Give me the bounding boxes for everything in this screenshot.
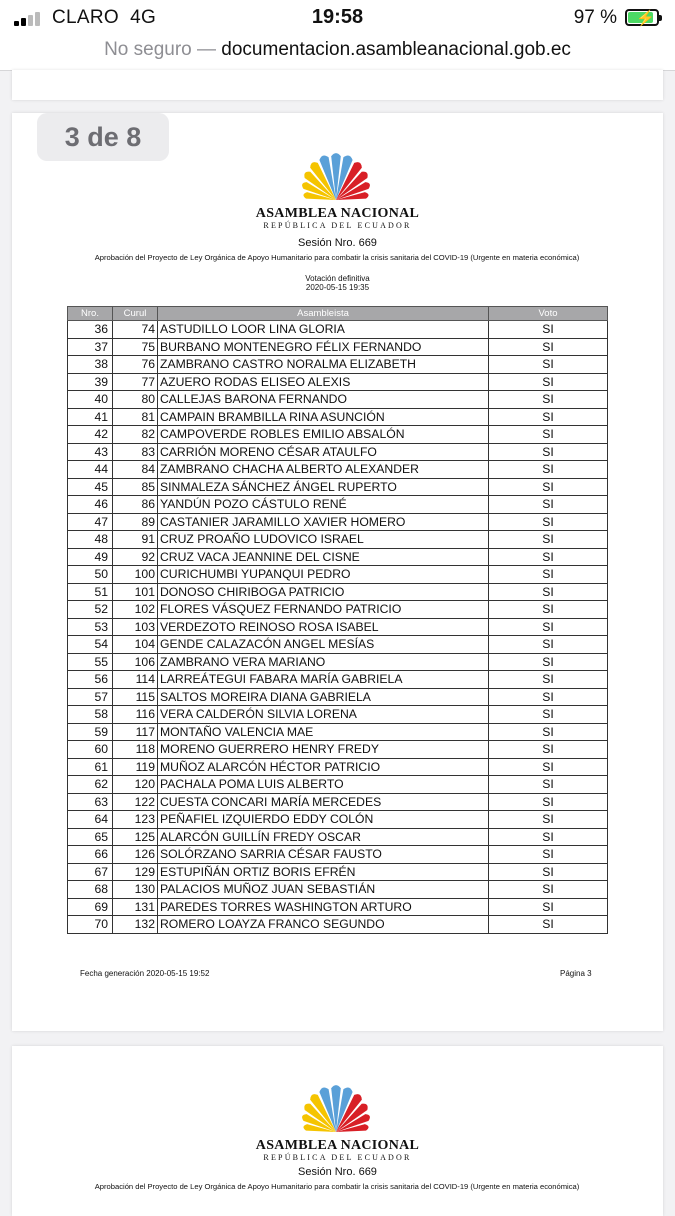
row-voto: SI — [489, 776, 608, 794]
status-time: 19:58 — [311, 6, 364, 28]
table-row — [68, 443, 608, 461]
row-asambleista: VERDEZOTO REINOSO ROSA ISABEL — [158, 618, 489, 636]
row-voto: SI — [489, 723, 608, 741]
row-voto: SI — [489, 496, 608, 514]
row-curul: 100 — [113, 566, 158, 584]
row-asambleista: CURICHUMBI YUPANQUI PEDRO — [158, 566, 489, 584]
column-header-curul: Curul — [113, 307, 158, 321]
vote-datetime: 2020-05-15 19:35 — [305, 283, 370, 292]
row-voto: SI — [489, 898, 608, 916]
table-row — [68, 706, 608, 724]
session-description: Aprobación del Proyecto de Ley Orgánica de Apoyo Humanitario para combatir la crisis sanitaria del COVID-19 (Urgente en materia económica) — [94, 1182, 580, 1191]
row-voto: SI — [489, 916, 608, 934]
row-asambleista: CRUZ VACA JEANNINE DEL CISNE — [158, 548, 489, 566]
battery-percent: 97 % — [573, 7, 617, 28]
row-nro: 70 — [68, 916, 113, 934]
row-nro: 61 — [68, 758, 113, 776]
row-curul: 86 — [113, 496, 158, 514]
row-asambleista: PALACIOS MUÑOZ JUAN SEBASTIÁN — [158, 881, 489, 899]
table-row — [68, 461, 608, 479]
row-asambleista: CRUZ PROAÑO LUDOVICO ISRAEL — [158, 531, 489, 549]
row-curul: 92 — [113, 548, 158, 566]
row-nro: 59 — [68, 723, 113, 741]
row-curul: 130 — [113, 881, 158, 899]
row-nro: 57 — [68, 688, 113, 706]
row-asambleista: ALARCÓN GUILLÍN FREDY OSCAR — [158, 828, 489, 846]
session-title: Sesión Nro. 669 — [298, 1166, 377, 1178]
row-asambleista: LARREÁTEGUI FABARA MARÍA GABRIELA — [158, 671, 489, 689]
table-row — [68, 426, 608, 444]
institution-name: ASAMBLEA NACIONAL — [255, 206, 420, 221]
table-row — [68, 496, 608, 514]
row-curul: 114 — [113, 671, 158, 689]
row-curul: 132 — [113, 916, 158, 934]
generation-date: Fecha generación 2020-05-15 19:52 — [80, 969, 210, 978]
row-nro: 43 — [68, 443, 113, 461]
row-voto: SI — [489, 478, 608, 496]
row-nro: 42 — [68, 426, 113, 444]
table-row — [68, 881, 608, 899]
row-asambleista: CARRIÓN MORENO CÉSAR ATAULFO — [158, 443, 489, 461]
row-nro: 40 — [68, 391, 113, 409]
row-asambleista: AZUERO RODAS ELISEO ALEXIS — [158, 373, 489, 391]
row-voto: SI — [489, 653, 608, 671]
table-row — [68, 531, 608, 549]
row-curul: 118 — [113, 741, 158, 759]
row-curul: 123 — [113, 811, 158, 829]
url-separator: — — [191, 39, 222, 60]
row-nro: 36 — [68, 321, 113, 339]
column-header-asambleista: Asambleista — [158, 307, 489, 321]
asamblea-logo-icon — [276, 142, 396, 202]
row-nro: 67 — [68, 863, 113, 881]
row-asambleista: BURBANO MONTENEGRO FÉLIX FERNANDO — [158, 338, 489, 356]
row-asambleista: CAMPAIN BRAMBILLA RINA ASUNCIÓN — [158, 408, 489, 426]
row-nro: 53 — [68, 618, 113, 636]
row-nro: 38 — [68, 356, 113, 374]
row-asambleista: SINMALEZA SÁNCHEZ ÁNGEL RUPERTO — [158, 478, 489, 496]
row-nro: 49 — [68, 548, 113, 566]
row-nro: 48 — [68, 531, 113, 549]
row-nro: 39 — [68, 373, 113, 391]
row-asambleista: CAMPOVERDE ROBLES EMILIO ABSALÓN — [158, 426, 489, 444]
row-nro: 58 — [68, 706, 113, 724]
row-curul: 129 — [113, 863, 158, 881]
status-bar — [0, 0, 675, 36]
row-curul: 80 — [113, 391, 158, 409]
row-asambleista: SOLÓRZANO SARRIA CÉSAR FAUSTO — [158, 846, 489, 864]
row-asambleista: ZAMBRANO CASTRO NORALMA ELIZABETH — [158, 356, 489, 374]
table-row — [68, 513, 608, 531]
row-asambleista: MUÑOZ ALARCÓN HÉCTOR PATRICIO — [158, 758, 489, 776]
row-voto: SI — [489, 391, 608, 409]
row-curul: 115 — [113, 688, 158, 706]
row-asambleista: CASTANIER JARAMILLO XAVIER HOMERO — [158, 513, 489, 531]
row-voto: SI — [489, 408, 608, 426]
table-row — [68, 811, 608, 829]
row-curul: 81 — [113, 408, 158, 426]
pdf-page-previous[interactable] — [12, 70, 663, 100]
row-voto: SI — [489, 321, 608, 339]
row-curul: 116 — [113, 706, 158, 724]
row-curul: 85 — [113, 478, 158, 496]
row-asambleista: ZAMBRANO CHACHA ALBERTO ALEXANDER — [158, 461, 489, 479]
table-header-row — [68, 307, 608, 321]
row-curul: 74 — [113, 321, 158, 339]
table-row — [68, 321, 608, 339]
row-asambleista: ROMERO LOAYZA FRANCO SEGUNDO — [158, 916, 489, 934]
table-row — [68, 373, 608, 391]
row-asambleista: VERA CALDERÓN SILVIA LORENA — [158, 706, 489, 724]
row-voto: SI — [489, 881, 608, 899]
row-curul: 106 — [113, 653, 158, 671]
table-row — [68, 408, 608, 426]
session-title: Sesión Nro. 669 — [298, 237, 377, 249]
vote-type: Votación definitiva — [305, 274, 370, 283]
row-curul: 91 — [113, 531, 158, 549]
row-voto: SI — [489, 811, 608, 829]
table-row — [68, 828, 608, 846]
row-curul: 77 — [113, 373, 158, 391]
row-voto: SI — [489, 758, 608, 776]
network-label: 4G — [130, 7, 157, 28]
row-curul: 76 — [113, 356, 158, 374]
row-voto: SI — [489, 338, 608, 356]
table-row — [68, 758, 608, 776]
battery-icon: ⚡ — [625, 9, 659, 26]
table-row — [68, 916, 608, 934]
row-voto: SI — [489, 671, 608, 689]
table-row — [68, 723, 608, 741]
table-row — [68, 863, 608, 881]
table-row — [68, 898, 608, 916]
row-nro: 47 — [68, 513, 113, 531]
table-row — [68, 601, 608, 619]
row-curul: 103 — [113, 618, 158, 636]
table-row — [68, 776, 608, 794]
row-asambleista: CUESTA CONCARI MARÍA MERCEDES — [158, 793, 489, 811]
row-voto: SI — [489, 426, 608, 444]
vote-table — [67, 306, 608, 934]
table-row — [68, 741, 608, 759]
row-asambleista: PEÑAFIEL IZQUIERDO EDDY COLÓN — [158, 811, 489, 829]
row-voto: SI — [489, 566, 608, 584]
table-row — [68, 338, 608, 356]
row-curul: 126 — [113, 846, 158, 864]
row-voto: SI — [489, 373, 608, 391]
row-voto: SI — [489, 513, 608, 531]
row-nro: 64 — [68, 811, 113, 829]
row-voto: SI — [489, 828, 608, 846]
row-curul: 89 — [113, 513, 158, 531]
institution-subtitle: REPÚBLICA DEL ECUADOR — [263, 221, 412, 230]
row-nro: 55 — [68, 653, 113, 671]
row-asambleista: ASTUDILLO LOOR LINA GLORIA — [158, 321, 489, 339]
table-row — [68, 618, 608, 636]
row-nro: 63 — [68, 793, 113, 811]
asamblea-logo-icon — [276, 1074, 396, 1134]
session-description: Aprobación del Proyecto de Ley Orgánica de Apoyo Humanitario para combatir la crisis sanitaria del COVID-19 (Urgente en materia económica) — [94, 253, 580, 262]
table-row — [68, 793, 608, 811]
row-nro: 68 — [68, 881, 113, 899]
row-voto: SI — [489, 688, 608, 706]
row-nro: 66 — [68, 846, 113, 864]
column-header-nro: Nro. — [68, 307, 113, 321]
row-nro: 50 — [68, 566, 113, 584]
url-domain: documentacion.asambleanacional.gob.ec — [221, 39, 571, 60]
row-voto: SI — [489, 741, 608, 759]
row-voto: SI — [489, 636, 608, 654]
row-curul: 75 — [113, 338, 158, 356]
row-nro: 44 — [68, 461, 113, 479]
table-row — [68, 671, 608, 689]
row-nro: 52 — [68, 601, 113, 619]
row-asambleista: ZAMBRANO VERA MARIANO — [158, 653, 489, 671]
row-voto: SI — [489, 443, 608, 461]
row-voto: SI — [489, 706, 608, 724]
row-curul: 84 — [113, 461, 158, 479]
row-nro: 62 — [68, 776, 113, 794]
row-curul: 131 — [113, 898, 158, 916]
row-asambleista: ESTUPIÑÁN ORTIZ BORIS EFRÉN — [158, 863, 489, 881]
row-nro: 37 — [68, 338, 113, 356]
table-row — [68, 636, 608, 654]
row-asambleista: MONTAÑO VALENCIA MAE — [158, 723, 489, 741]
row-asambleista: DONOSO CHIRIBOGA PATRICIO — [158, 583, 489, 601]
institution-subtitle: REPÚBLICA DEL ECUADOR — [263, 1153, 412, 1162]
row-nro: 41 — [68, 408, 113, 426]
row-curul: 125 — [113, 828, 158, 846]
row-curul: 83 — [113, 443, 158, 461]
row-nro: 54 — [68, 636, 113, 654]
table-row — [68, 566, 608, 584]
table-row — [68, 846, 608, 864]
row-nro: 69 — [68, 898, 113, 916]
address-bar[interactable] — [0, 36, 675, 71]
row-voto: SI — [489, 846, 608, 864]
row-curul: 104 — [113, 636, 158, 654]
row-nro: 56 — [68, 671, 113, 689]
row-asambleista: MORENO GUERRERO HENRY FREDY — [158, 741, 489, 759]
row-asambleista: SALTOS MOREIRA DIANA GABRIELA — [158, 688, 489, 706]
page-number: Página 3 — [560, 969, 592, 978]
row-curul: 122 — [113, 793, 158, 811]
row-voto: SI — [489, 618, 608, 636]
row-curul: 120 — [113, 776, 158, 794]
table-row — [68, 356, 608, 374]
row-curul: 119 — [113, 758, 158, 776]
row-nro: 60 — [68, 741, 113, 759]
row-nro: 65 — [68, 828, 113, 846]
row-voto: SI — [489, 863, 608, 881]
table-row — [68, 688, 608, 706]
row-nro: 45 — [68, 478, 113, 496]
table-row — [68, 583, 608, 601]
row-asambleista: PACHALA POMA LUIS ALBERTO — [158, 776, 489, 794]
table-row — [68, 391, 608, 409]
table-row — [68, 478, 608, 496]
row-asambleista: YANDÚN POZO CÁSTULO RENÉ — [158, 496, 489, 514]
row-curul: 82 — [113, 426, 158, 444]
security-status: No seguro — [104, 39, 192, 60]
row-asambleista: PAREDES TORRES WASHINGTON ARTURO — [158, 898, 489, 916]
carrier-label: CLARO 4G — [52, 7, 157, 28]
table-row — [68, 548, 608, 566]
row-voto: SI — [489, 793, 608, 811]
row-asambleista: FLORES VÁSQUEZ FERNANDO PATRICIO — [158, 601, 489, 619]
row-asambleista: CALLEJAS BARONA FERNANDO — [158, 391, 489, 409]
table-row — [68, 653, 608, 671]
row-asambleista: GENDE CALAZACÓN ANGEL MESÍAS — [158, 636, 489, 654]
column-header-voto: Voto — [489, 307, 608, 321]
row-nro: 46 — [68, 496, 113, 514]
row-nro: 51 — [68, 583, 113, 601]
row-voto: SI — [489, 461, 608, 479]
row-curul: 101 — [113, 583, 158, 601]
page-indicator: 3 de 8 — [37, 113, 169, 161]
row-curul: 117 — [113, 723, 158, 741]
row-curul: 102 — [113, 601, 158, 619]
row-voto: SI — [489, 531, 608, 549]
institution-name: ASAMBLEA NACIONAL — [255, 1138, 420, 1153]
row-voto: SI — [489, 356, 608, 374]
row-voto: SI — [489, 583, 608, 601]
row-voto: SI — [489, 548, 608, 566]
row-voto: SI — [489, 601, 608, 619]
